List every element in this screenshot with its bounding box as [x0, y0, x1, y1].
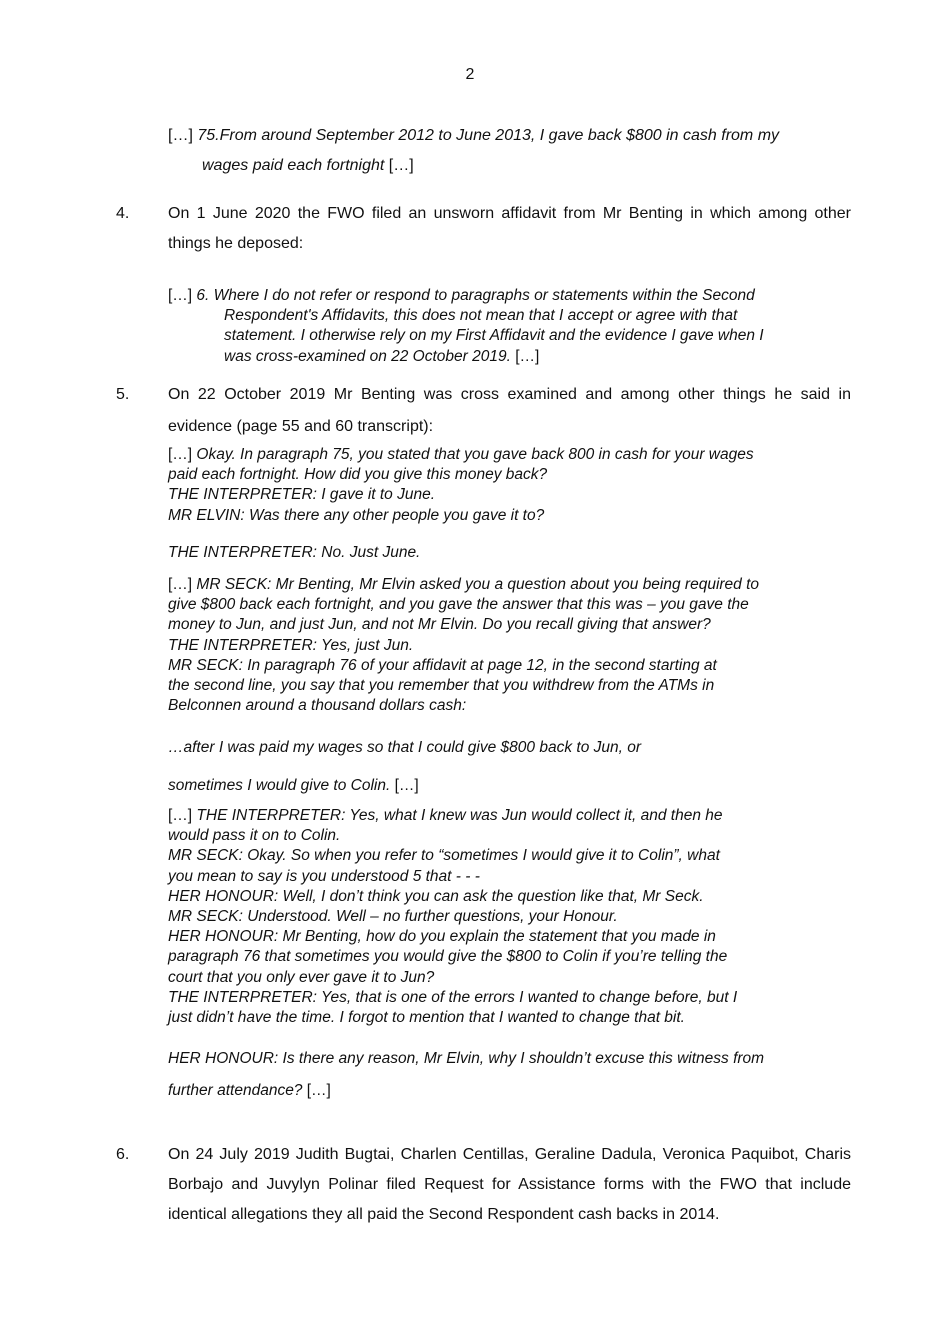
transcript-line: Belconnen around a thousand dollars cash:: [168, 697, 467, 715]
transcript-line: money to Jun, and just Jun, and not Mr Elvin. Do you recall giving that answer?: [168, 616, 711, 634]
page-number: 2: [465, 66, 475, 83]
transcript-line: court that you only ever gave it to Jun?: [168, 968, 435, 986]
quote-lead: […]: [168, 446, 197, 463]
transcript-line: would pass it on to Colin.: [168, 827, 341, 845]
transcript-line: MR SECK: In paragraph 76 of your affidavit at page 12, in the second starting at: [168, 656, 717, 674]
quote-text-line: statement. I otherwise rely on my First Affidavit and the evidence I gave when I: [224, 327, 764, 345]
quote-tail: […]: [384, 157, 414, 174]
transcript-line: further attendance?: [168, 1082, 303, 1099]
transcript-line: THE INTERPRETER: Yes, just Jun.: [168, 636, 414, 654]
quote-text-line: Respondent's Affidavits, this does not mean that I accept or agree with that: [224, 307, 738, 325]
transcript-line: MR ELVIN: Was there any other people you gave it to?: [168, 506, 545, 524]
transcript-excerpt: [168, 445, 858, 526]
quote-paragraph-6: [168, 286, 858, 367]
transcript-line: the second line, you say that you remember that you withdrew from the ATMs in: [168, 677, 715, 695]
transcript-line: MR SECK: Mr Benting, Mr Elvin asked you a question about you being required to: [196, 576, 760, 593]
transcript-text: sometimes I would give to Colin.: [168, 777, 391, 794]
transcript-line: [168, 738, 858, 758]
transcript-text: THE INTERPRETER: No. Just June.: [168, 544, 421, 561]
transcript-line: MR SECK: Okay. So when you refer to “sometimes I would give it to Colin”, what: [168, 847, 720, 865]
quote-paragraph-75: [168, 121, 851, 181]
transcript-line: paid each fortnight. How did you give this money back?: [168, 466, 548, 484]
transcript-line: THE INTERPRETER: Yes, what I knew was Jun would collect it, and then he: [196, 807, 723, 824]
paragraph-number: 6.: [116, 1146, 130, 1163]
transcript-line: Okay. In paragraph 75, you stated that you gave back 800 in cash for your wages: [196, 446, 754, 463]
transcript-excerpt: [168, 806, 858, 1028]
quote-tail: […]: [302, 1082, 331, 1099]
transcript-line: give $800 back each fortnight, and you gave the answer that this was – you gave the: [168, 596, 749, 614]
paragraph-number: 5.: [116, 386, 130, 403]
quote-lead: […]: [168, 127, 198, 144]
transcript-line: just didn’t have the time. I forgot to mention that I wanted to change that bit.: [168, 1009, 685, 1027]
paragraph-4: On 1 June 2020 the FWO filed an unsworn affidavit from Mr Benting in which among other things he deposed:: [168, 205, 851, 252]
transcript-line: you mean to say is you understood 5 that - - -: [168, 867, 480, 885]
quote-text-line: wages paid each fortnight: [202, 157, 385, 174]
transcript-line: HER HONOUR: Is there any reason, Mr Elvin, why I shouldn’t excuse this witness from: [168, 1050, 765, 1067]
transcript-line: paragraph 76 that sometimes you would give the $800 to Colin if you’re telling the: [168, 948, 728, 966]
transcript-line: [168, 776, 858, 796]
transcript-line: THE INTERPRETER: I gave it to June.: [168, 486, 436, 504]
transcript-text: …after I was paid my wages so that I could give $800 back to Jun, or: [168, 739, 641, 756]
quote-lead: […]: [168, 807, 197, 824]
transcript-excerpt: [168, 1043, 858, 1107]
paragraph-6: On 24 July 2019 Judith Bugtai, Charlen Centillas, Geraline Dadula, Veronica Paquibot, Charis Borbajo and Juvylyn Polinar filed Request for Assistance forms with the FWO that include identical allegations they all paid the Second Respondent cash backs in 2014.: [168, 1146, 851, 1223]
quote-tail: […]: [510, 347, 540, 365]
quote-lead: […]: [168, 576, 197, 593]
quote-lead: […]: [168, 287, 197, 304]
paragraph-5: On 22 October 2019 Mr Benting was cross examined and among other things he said in evidence (page 55 and 60 transcript):: [168, 386, 851, 435]
transcript-line: HER HONOUR: Well, I don’t think you can ask the question like that, Mr Seck.: [168, 887, 704, 905]
transcript-line: [168, 543, 858, 563]
quote-tail: […]: [390, 777, 419, 794]
paragraph-number: 4.: [116, 205, 130, 222]
transcript-line: MR SECK: Understood. Well – no further questions, your Honour.: [168, 908, 618, 926]
quote-text-line: was cross-examined on 22 October 2019.: [224, 347, 511, 365]
quote-text-line: 6. Where I do not refer or respond to paragraphs or statements within the Second: [196, 287, 755, 304]
transcript-line: HER HONOUR: Mr Benting, how do you explain the statement that you made in: [168, 928, 716, 946]
transcript-excerpt: [168, 575, 858, 716]
quote-text-line: 75.From around September 2012 to June 2013, I gave back $800 in cash from my: [197, 127, 780, 144]
transcript-line: THE INTERPRETER: Yes, that is one of the errors I wanted to change before, but I: [168, 988, 738, 1006]
